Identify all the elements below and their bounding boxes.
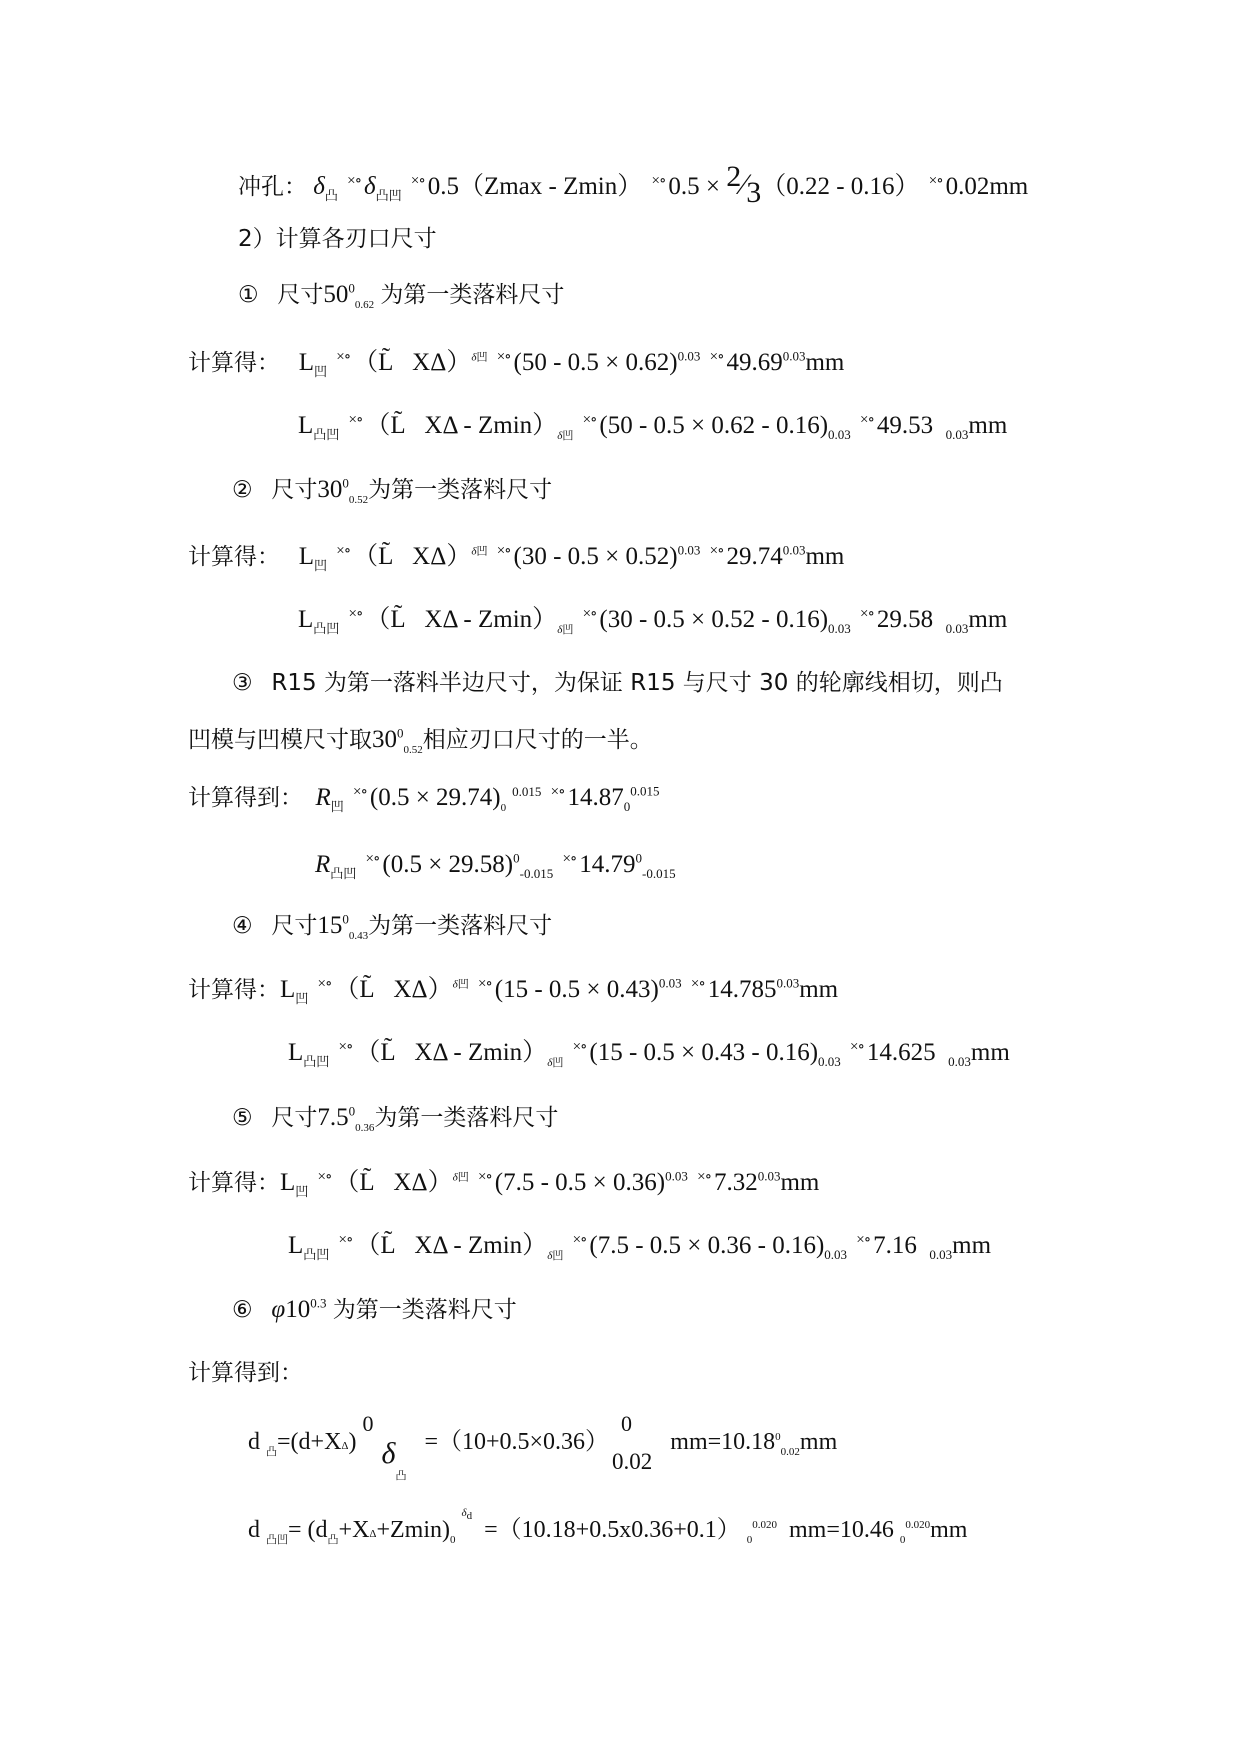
calc-6-convex: d $_凸$=(d+XΔ) $0\delta_凸 =(10+0.5\times 0.36)$ 00.02 $mm=10.18^0_{0.02}mm$ <box>248 1411 838 1482</box>
calc-4-concave: 计算得：$L_凹$ ×∘ （L̃ XΔ）$^{\delta 凹}$ ×∘ $(15 - 0.5 \times 0.43)^{0.03}$ ×∘ $14.785^{0.03}mm$ <box>188 975 839 1006</box>
calc-6-convex-concave: d $_{凸凹}= (d_凸+X\Delta+Zmin)_0$ $^{\delta_d}$ =（10.18+0.5x0.36+0.1） $_0^{0.020}$ mm=10.46 $_0^{0.020}$mm <box>248 1507 968 1546</box>
fraction-two-thirds: 2⁄3 <box>726 160 762 209</box>
item-3-text-cont: 凹模与凹模尺寸取$30^0_{0.52}$相应刃口尺寸的一半。 <box>188 725 653 756</box>
calc-4-convex-concave: $L_{凸凹}$ ×∘ （L̃ XΔ - $Zmin)_{\delta 凹}$ ×∘ $(15 - 0.5 \times 0.43 - 0.16)_{0.03}$ ×∘ 14.625 $_{0.03}$mm <box>288 1039 1010 1069</box>
item-1-heading: ① 尺寸$50^0_{0.62}$ 为第一类落料尺寸 <box>238 280 565 311</box>
calc-3-concave: 计算得到： $R_凹$ ×∘ $(0.5 \times 29.74)_0^{0.015}$ ×∘ $14.87_0^{0.015}$ <box>188 783 660 814</box>
item-6-heading: ⑥ $\varphi 10^{0.3}$ 为第一类落料尺寸 <box>232 1295 517 1323</box>
calc-3-convex-concave: $R_{凸凹}$ ×∘ $(0.5 \times 29.58)^0_{-0.015}$ ×∘ $14.79^0_{-0.015}$ <box>315 850 676 881</box>
calc-2-concave: 计算得： $L_凹$ ×∘ （L̃ XΔ）$^{\delta 凹}$ ×∘ $(30 - 0.5 \times 0.52)^{0.03}$ ×∘ $29.74^{0.03}mm$ <box>188 542 845 573</box>
section-heading: 2）计算各刃口尺寸 <box>238 226 437 252</box>
label: 冲孔： <box>238 174 307 200</box>
calc-1-convex-concave: $L_{凸凹}$ ×∘ （L̃ XΔ - $Zmin)_{\delta 凹}$ ×∘ $(50 - 0.5 \times 0.62 - 0.16)_{0.03}$ ×∘ 49.53 $_{0.03}$mm <box>298 412 1008 442</box>
calc-1-concave: 计算得： $L_凹$ ×∘ （L̃ XΔ）$^{\delta 凹}$ ×∘ $(50 - 0.5 \times 0.62)^{0.03}$ ×∘ $49.69^{0.03}mm$ <box>188 348 845 379</box>
calc-5-convex-concave: $L_{凸凹}$ ×∘ （L̃ XΔ - $Zmin)_{\delta 凹}$ ×∘ $(7.5 - 0.5 \times 0.36 - 0.16)_{0.03}$ ×∘ 7.16 $_{0.03}$mm <box>288 1232 992 1262</box>
calc-6-label: 计算得到： <box>188 1360 303 1386</box>
item-4-heading: ④ 尺寸$15^0_{0.43}$为第一类落料尺寸 <box>232 911 553 942</box>
item-2-heading: ② 尺寸$30^0_{0.52}$为第一类落料尺寸 <box>232 475 553 506</box>
item-5-heading: ⑤ 尺寸$7.5^0_{0.36}$为第一类落料尺寸 <box>232 1103 559 1134</box>
calc-5-concave: 计算得：$L_凹$ ×∘ （L̃ XΔ）$^{\delta 凹}$ ×∘ $(7.5 - 0.5 \times 0.36)^{0.03}$ ×∘ $7.32^{0.03}mm$ <box>188 1168 820 1199</box>
calc-2-convex-concave: $L_{凸凹}$ ×∘ （L̃ XΔ - $Zmin)_{\delta 凹}$ ×∘ $(30 - 0.5 \times 0.52 - 0.16)_{0.03}$ ×∘ 29.58 $_{0.03}$mm <box>298 606 1008 636</box>
formula-punch-clearance: 冲孔： $\delta_凸$ ×∘ $\delta_{凸凹}$ ×∘ 0.5（Zmax - Zmin） ×∘ 0.5 × 2⁄3（0.22 - 0.16） ×∘ 0.02mm <box>238 160 1029 209</box>
item-3-text: ③ R15 为第一落料半边尺寸，为保证 R15 与尺寸 30 的轮廓线相切，则凸 <box>232 670 1003 696</box>
